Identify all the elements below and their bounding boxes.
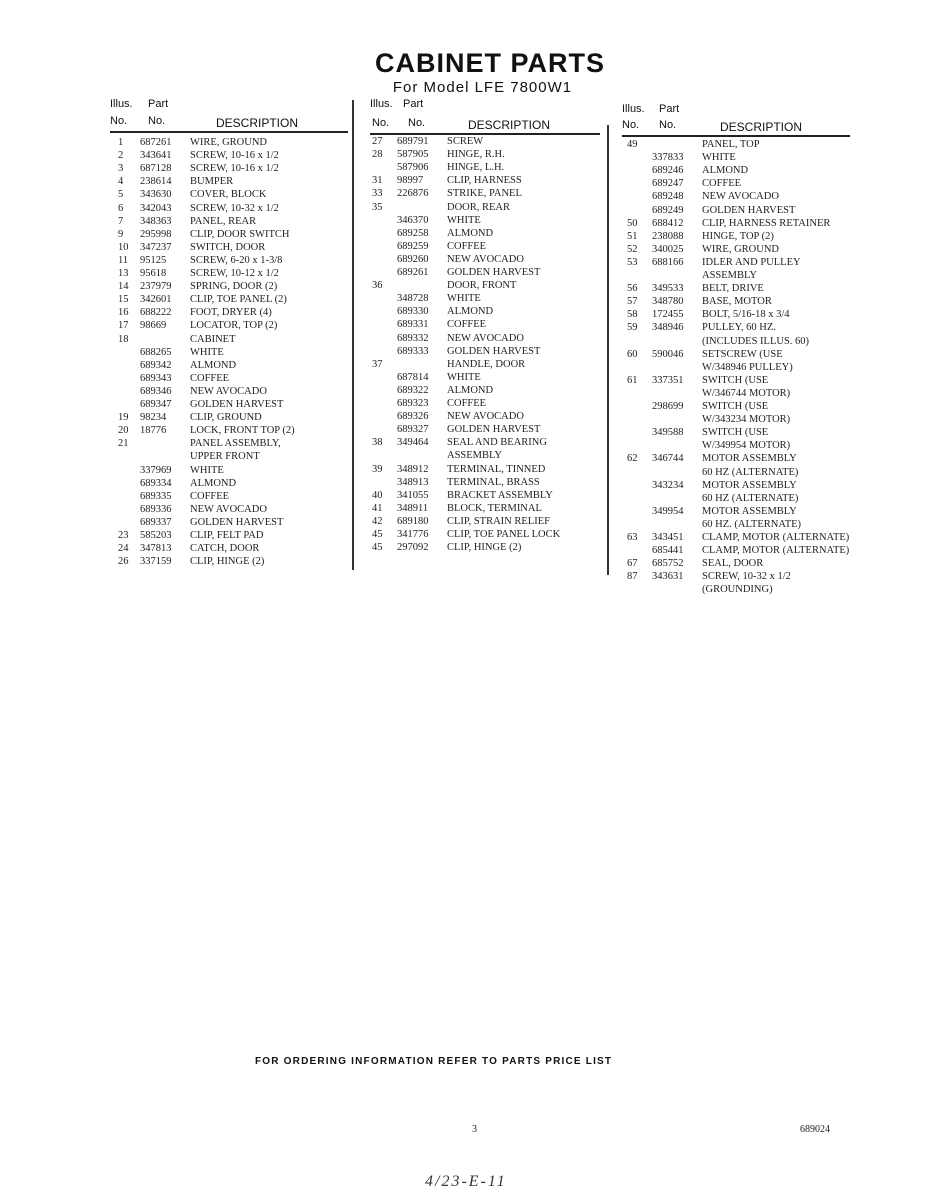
part-description: NEW AVOCADO — [702, 191, 779, 203]
part-number: 349954 — [652, 505, 684, 517]
illus-number: 21 — [118, 438, 129, 450]
illus-number: 28 — [372, 149, 383, 161]
part-description: SEAL, DOOR — [702, 558, 764, 570]
illus-number: 87 — [627, 571, 638, 583]
part-description: ALMOND — [447, 306, 494, 318]
part-number: 238614 — [140, 176, 172, 188]
illus-number: 61 — [627, 374, 638, 386]
part-description: ASSEMBLY — [447, 450, 502, 462]
illus-number: 23 — [118, 530, 129, 541]
part-description: PANEL, TOP — [702, 139, 760, 150]
part-description: COFFEE — [447, 240, 487, 252]
part-number: 297092 — [397, 542, 429, 554]
part-description: GOLDEN HARVEST — [702, 204, 796, 216]
part-description: COFFEE — [190, 372, 230, 384]
part-description: TERMINAL, BRASS — [447, 476, 540, 488]
part-number: 348363 — [140, 215, 172, 227]
part-description: SCREW, 10-32 x 1/2 — [190, 202, 279, 214]
header-illus: Illus. — [370, 98, 393, 110]
part-description: PULLEY, 60 HZ. — [702, 322, 776, 334]
part-description: 60 HZ. (ALTERNATE) — [702, 518, 802, 530]
illus-number: 57 — [627, 296, 638, 308]
part-description: CLIP, FELT PAD — [190, 530, 264, 541]
page-title: CABINET PARTS — [374, 48, 605, 78]
illus-number: 31 — [372, 175, 383, 187]
part-number: 98669 — [140, 320, 167, 332]
part-description: FOOT, DRYER (4) — [190, 307, 272, 319]
part-number: 342601 — [140, 294, 172, 306]
part-description: WIRE, GROUND — [190, 137, 267, 148]
part-description: 60 HZ (ALTERNATE) — [702, 492, 799, 504]
part-number: 343631 — [652, 571, 684, 583]
illus-number: 45 — [372, 542, 383, 554]
part-number: 343234 — [652, 479, 684, 491]
part-number: 689335 — [140, 490, 172, 502]
illus-number: 6 — [118, 202, 124, 214]
part-description: BLOCK, TERMINAL — [447, 502, 542, 514]
part-number: 689343 — [140, 372, 172, 384]
header-rule — [622, 135, 850, 137]
header-no: No. — [372, 117, 390, 129]
part-number: 340025 — [652, 243, 684, 255]
illus-number: 35 — [372, 201, 383, 213]
part-number: 689327 — [397, 424, 429, 436]
illus-number: 2 — [118, 150, 124, 162]
part-number: 298699 — [652, 401, 684, 412]
part-description: NEW AVOCADO — [447, 253, 524, 265]
part-number: 688412 — [652, 217, 684, 229]
part-description: SWITCH, DOOR — [190, 241, 266, 253]
part-number: 689260 — [397, 253, 429, 265]
illus-number: 51 — [627, 230, 638, 242]
illus-number: 42 — [372, 515, 383, 527]
part-description: CLIP, HARNESS RETAINER — [702, 217, 831, 229]
part-number: 343630 — [140, 189, 172, 201]
illus-number: 1 — [118, 137, 124, 148]
illus-number: 7 — [118, 215, 124, 227]
part-description: ALMOND — [702, 165, 749, 177]
part-number: 688166 — [652, 256, 684, 268]
part-description: SPRING, DOOR (2) — [190, 281, 278, 293]
part-description: SWITCH (USE — [702, 427, 769, 439]
part-number: 687814 — [397, 371, 429, 383]
part-description: NEW AVOCADO — [190, 503, 267, 515]
part-description: ALMOND — [190, 359, 237, 371]
column-divider — [607, 125, 609, 575]
part-description: GOLDEN HARVEST — [190, 516, 284, 528]
part-description: GOLDEN HARVEST — [447, 267, 541, 278]
header-description: DESCRIPTION — [720, 120, 803, 134]
part-description: (INCLUDES ILLUS. 60) — [702, 335, 810, 347]
part-number: 342043 — [140, 202, 172, 214]
part-number: 689330 — [397, 306, 429, 318]
document-number: 689024 — [800, 1124, 830, 1135]
part-number: 689323 — [397, 398, 429, 409]
part-description: WHITE — [447, 371, 481, 383]
illus-number: 59 — [627, 322, 638, 334]
part-number: 689326 — [397, 411, 429, 423]
part-number: 348946 — [652, 322, 684, 334]
part-description: W/348946 PULLEY) — [702, 361, 793, 373]
part-description: SCREW, 10-32 x 1/2 — [702, 571, 791, 583]
illus-number: 49 — [627, 139, 638, 150]
part-number: 95125 — [140, 254, 167, 266]
part-description: SCREW, 10-16 x 1/2 — [190, 150, 279, 162]
part-description: HANDLE, DOOR — [447, 358, 526, 370]
part-description: NEW AVOCADO — [190, 385, 267, 397]
part-description: GOLDEN HARVEST — [447, 345, 541, 357]
part-number: 689337 — [140, 516, 172, 528]
part-number: 18776 — [140, 425, 167, 437]
part-number: 587906 — [397, 162, 429, 174]
part-description: SWITCH (USE — [702, 401, 769, 412]
part-description: CLIP, HARNESS — [447, 175, 522, 187]
illus-number: 27 — [372, 136, 383, 147]
illus-number: 13 — [118, 268, 129, 279]
part-number: 343641 — [140, 150, 172, 162]
part-description: W/346744 MOTOR) — [702, 387, 791, 399]
illus-number: 50 — [627, 217, 638, 229]
illus-number: 60 — [627, 348, 638, 360]
part-description: WHITE — [447, 214, 481, 226]
part-number: 337351 — [652, 374, 684, 386]
part-description: SCREW — [447, 136, 484, 147]
part-description: MOTOR ASSEMBLY — [702, 479, 797, 491]
part-number: 347813 — [140, 543, 172, 555]
part-description: WHITE — [447, 293, 481, 305]
part-description: HINGE, TOP (2) — [702, 230, 774, 242]
part-description: WHITE — [190, 464, 224, 476]
part-description: WHITE — [702, 152, 736, 164]
part-description: COFFEE — [447, 319, 487, 331]
part-number: 349533 — [652, 283, 684, 295]
part-number: 98234 — [140, 412, 167, 424]
part-number: 688222 — [140, 307, 172, 319]
part-description: COFFEE — [190, 490, 230, 502]
part-description: ASSEMBLY — [702, 270, 757, 281]
part-number: 349464 — [397, 437, 429, 449]
illus-number: 62 — [627, 453, 638, 465]
part-description: WIRE, GROUND — [702, 243, 779, 255]
part-number: 689249 — [652, 204, 684, 216]
part-number: 348728 — [397, 293, 429, 305]
illus-number: 20 — [118, 425, 129, 437]
page-number: 3 — [472, 1124, 477, 1135]
part-description: LOCK, FRONT TOP (2) — [190, 425, 295, 437]
part-number: 337969 — [140, 464, 172, 476]
part-number: 689333 — [397, 345, 429, 357]
part-number: 689334 — [140, 477, 172, 489]
part-description: CLIP, TOE PANEL (2) — [190, 294, 287, 306]
part-number: 341776 — [397, 529, 429, 540]
model-subtitle: For Model LFE 7800W1 — [392, 79, 573, 96]
part-description: UPPER FRONT — [190, 451, 260, 463]
part-description: MOTOR ASSEMBLY — [702, 453, 797, 465]
illus-number: 52 — [627, 243, 638, 255]
column-divider — [352, 100, 354, 570]
handwritten-note: 4/23-E-11 — [425, 1173, 507, 1190]
part-description: DOOR, REAR — [447, 201, 511, 213]
part-description: COFFEE — [702, 178, 742, 190]
header-description: DESCRIPTION — [468, 118, 551, 132]
part-description: GOLDEN HARVEST — [190, 399, 284, 410]
header-no: No. — [110, 115, 128, 127]
part-description: MOTOR ASSEMBLY — [702, 505, 797, 517]
part-description: CLIP, STRAIN RELIEF — [447, 515, 550, 527]
illus-number: 40 — [372, 489, 383, 501]
illus-number: 10 — [118, 241, 129, 253]
part-description: HINGE, L.H. — [447, 162, 505, 174]
part-number: 348913 — [397, 476, 429, 488]
part-description: CLIP, DOOR SWITCH — [190, 228, 290, 240]
part-description: PANEL, REAR — [190, 215, 257, 227]
part-description: ALMOND — [190, 477, 237, 489]
part-number: 295998 — [140, 228, 172, 240]
part-description: CLIP, HINGE (2) — [447, 542, 522, 554]
illus-number: 4 — [118, 176, 124, 188]
illus-number: 58 — [627, 309, 638, 321]
part-number: 348911 — [397, 502, 429, 514]
part-description: LOCATOR, TOP (2) — [190, 320, 278, 332]
part-number: 237979 — [140, 281, 172, 293]
part-number: 689336 — [140, 503, 172, 515]
part-description: HINGE, R.H. — [447, 149, 505, 161]
illus-number: 45 — [372, 529, 383, 540]
part-number: 685441 — [652, 545, 684, 557]
illus-number: 24 — [118, 543, 129, 555]
part-description: BRACKET ASSEMBLY — [447, 489, 553, 501]
part-number: 343451 — [652, 532, 684, 543]
illus-number: 33 — [372, 188, 383, 200]
part-description: IDLER AND PULLEY — [702, 256, 801, 268]
part-description: ALMOND — [447, 227, 494, 239]
part-number: 689246 — [652, 165, 684, 177]
part-description: (GROUNDING) — [702, 584, 773, 596]
illus-number: 41 — [372, 502, 383, 514]
part-number: 346744 — [652, 453, 684, 465]
part-description: COVER, BLOCK — [190, 189, 267, 201]
part-number: 337159 — [140, 556, 172, 568]
header-description: DESCRIPTION — [216, 116, 299, 130]
part-number: 590046 — [652, 348, 684, 360]
illus-number: 36 — [372, 280, 383, 292]
part-description: BASE, MOTOR — [702, 296, 772, 308]
part-number: 689258 — [397, 227, 429, 239]
part-number: 689180 — [397, 515, 429, 527]
part-number: 349588 — [652, 427, 684, 439]
part-description: STRIKE, PANEL — [447, 188, 522, 200]
illus-number: 53 — [627, 256, 638, 268]
illus-number: 9 — [118, 228, 124, 240]
part-number: 348780 — [652, 296, 684, 308]
illus-number: 26 — [118, 556, 129, 568]
illus-number: 67 — [627, 558, 638, 570]
part-description: SEAL AND BEARING — [447, 437, 547, 449]
part-number: 238088 — [652, 230, 684, 242]
part-description: CLIP, TOE PANEL LOCK — [447, 529, 561, 540]
illus-number: 17 — [118, 320, 129, 332]
illus-number: 3 — [118, 163, 124, 175]
part-description: CLAMP, MOTOR (ALTERNATE) — [702, 545, 850, 557]
part-number: 172455 — [652, 309, 684, 321]
part-description: BELT, DRIVE — [702, 283, 764, 295]
header-part-no: No. — [408, 117, 426, 129]
illus-number: 14 — [118, 281, 129, 293]
header-illus: Illus. — [622, 103, 645, 115]
part-description: WHITE — [190, 346, 224, 358]
ordering-note: FOR ORDERING INFORMATION REFER TO PARTS PRICE LIST — [255, 1056, 613, 1067]
part-description: CLAMP, MOTOR (ALTERNATE) — [702, 532, 850, 543]
part-number: 687128 — [140, 163, 172, 175]
part-number: 585203 — [140, 530, 172, 541]
part-number: 689247 — [652, 178, 684, 190]
part-description: CATCH, DOOR — [190, 543, 260, 555]
header-rule — [110, 131, 348, 133]
illus-number: 39 — [372, 463, 383, 475]
part-description: NEW AVOCADO — [447, 332, 524, 344]
part-number: 689346 — [140, 385, 172, 397]
part-description: CLIP, HINGE (2) — [190, 556, 265, 568]
illus-number: 38 — [372, 437, 383, 449]
part-number: 689342 — [140, 359, 172, 371]
illus-number: 56 — [627, 283, 638, 295]
part-description: GOLDEN HARVEST — [447, 424, 541, 436]
part-number: 95618 — [140, 268, 167, 279]
part-number: 689248 — [652, 191, 684, 203]
part-number: 689332 — [397, 332, 429, 344]
part-description: BOLT, 5/16-18 x 3/4 — [702, 309, 790, 321]
part-description: SCREW, 10-16 x 1/2 — [190, 163, 279, 175]
part-description: ALMOND — [447, 384, 494, 396]
header-illus: Illus. — [110, 98, 133, 110]
illus-number: 15 — [118, 294, 129, 306]
part-number: 98997 — [397, 175, 424, 187]
part-number: 347237 — [140, 241, 172, 253]
part-description: 60 HZ (ALTERNATE) — [702, 466, 799, 478]
part-description: COFFEE — [447, 398, 487, 409]
illus-number: 19 — [118, 412, 129, 424]
part-number: 685752 — [652, 558, 684, 570]
part-number: 348912 — [397, 463, 429, 475]
illus-number: 63 — [627, 532, 638, 543]
part-description: SWITCH (USE — [702, 374, 769, 386]
illus-number: 18 — [118, 333, 129, 345]
part-description: CLIP, GROUND — [190, 412, 262, 424]
part-description: W/349954 MOTOR) — [702, 440, 791, 452]
part-number: 689791 — [397, 136, 429, 147]
part-number: 689347 — [140, 399, 172, 410]
illus-number: 5 — [118, 189, 124, 201]
part-number: 587905 — [397, 149, 429, 161]
illus-number: 11 — [118, 254, 129, 266]
header-part: Part — [403, 98, 424, 110]
part-number: 346370 — [397, 214, 429, 226]
part-number: 337833 — [652, 152, 684, 164]
part-number: 689331 — [397, 319, 429, 331]
header-part: Part — [148, 98, 169, 110]
header-part-no: No. — [659, 119, 677, 131]
part-description: SETSCREW (USE — [702, 348, 783, 360]
part-number: 689261 — [397, 267, 429, 278]
part-description: W/343234 MOTOR) — [702, 414, 791, 426]
part-number: 341055 — [397, 489, 429, 501]
part-number: 688265 — [140, 346, 172, 358]
header-no: No. — [622, 119, 640, 131]
illus-number: 16 — [118, 307, 129, 319]
part-description: TERMINAL, TINNED — [447, 463, 546, 475]
part-number: 689259 — [397, 240, 429, 252]
part-number: 689322 — [397, 384, 429, 396]
part-number: 687261 — [140, 137, 172, 148]
part-description: DOOR, FRONT — [447, 280, 517, 292]
part-description: NEW AVOCADO — [447, 411, 524, 423]
illus-number: 37 — [372, 358, 383, 370]
part-number: 226876 — [397, 188, 429, 200]
part-description: PANEL ASSEMBLY, — [190, 438, 281, 450]
part-description: SCREW, 10-12 x 1/2 — [190, 268, 279, 279]
part-description: BUMPER — [190, 176, 234, 188]
part-description: CABINET — [190, 333, 236, 345]
header-part-no: No. — [148, 115, 166, 127]
header-part: Part — [659, 103, 680, 115]
part-description: SCREW, 6-20 x 1-3/8 — [190, 254, 283, 266]
